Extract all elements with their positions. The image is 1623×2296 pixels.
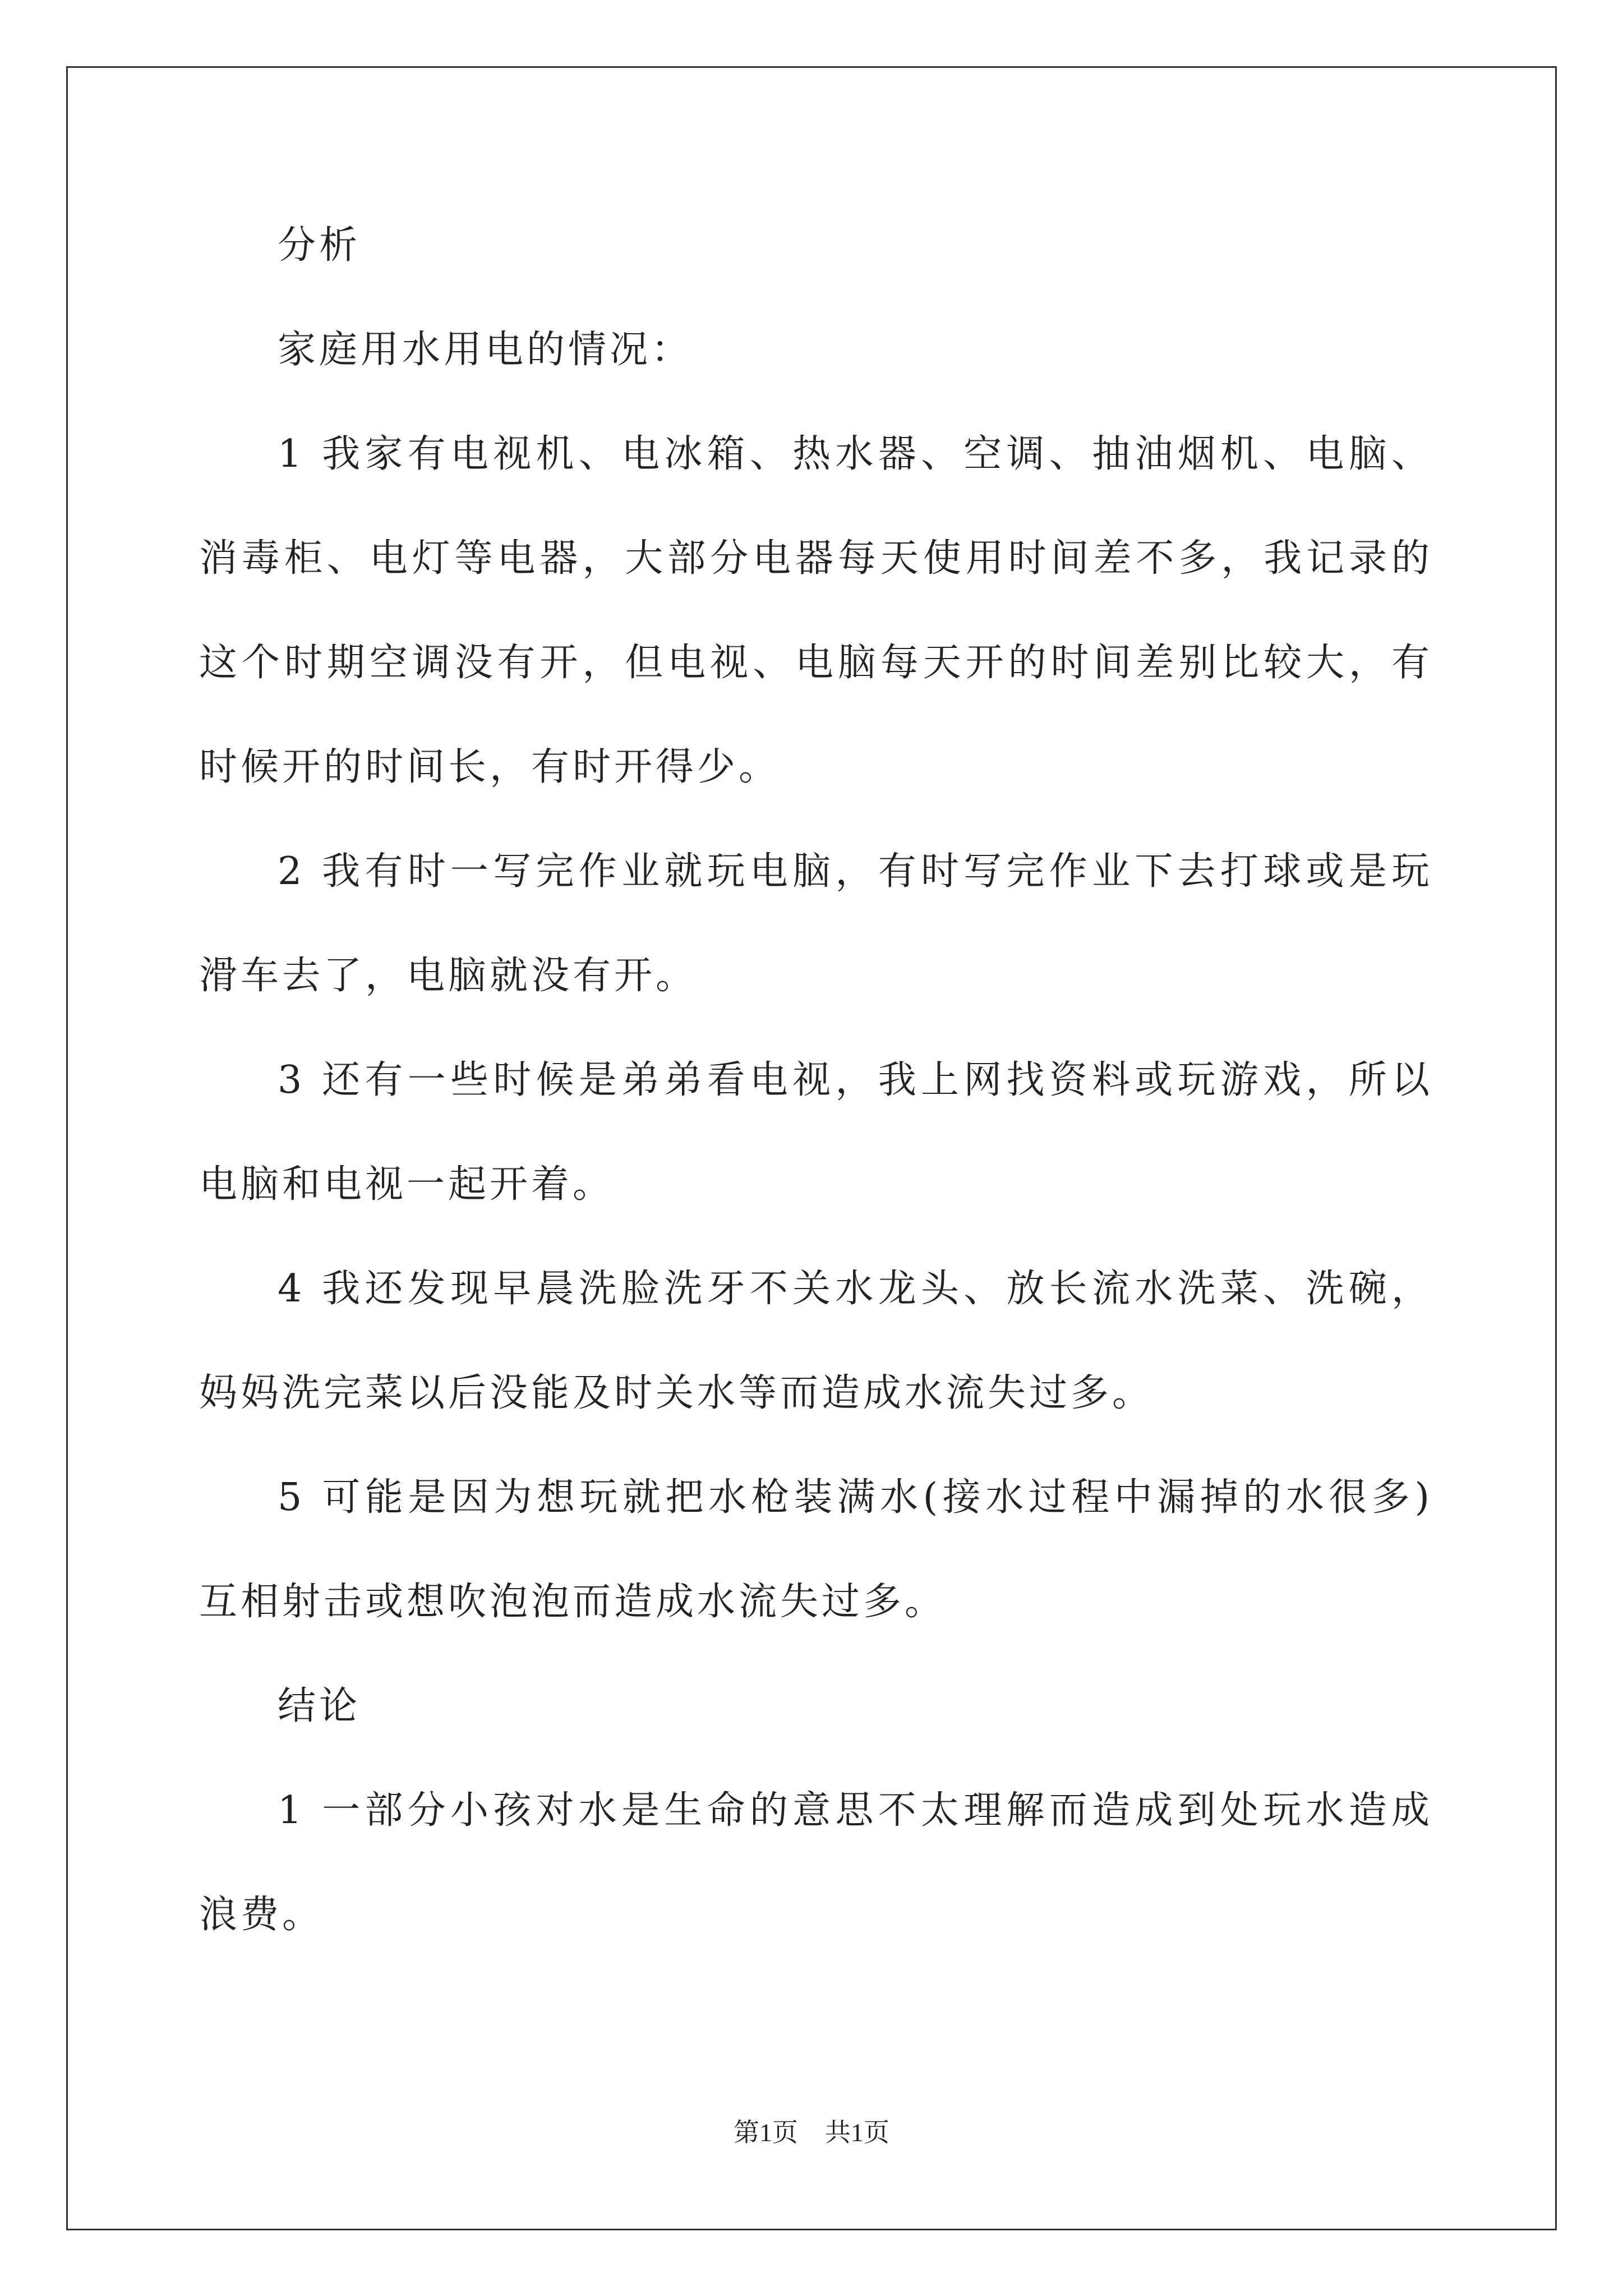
paragraph-item-5: 5 可能是因为想玩就把水枪装满水(接水过程中漏掉的水很多)互相射击或想吹泡泡而造成水流失过多。 xyxy=(199,1475,1433,1624)
paragraph-item-1: 1 我家有电视机、电冰箱、热水器、空调、抽油烟机、电脑、消毒柜、电灯等电器，大部分电器每天使用时间差不多，我记录的这个时期空调没有开，但电视、电脑每天开的时间差别比较大，有时候开的时间长，有时开得少。 xyxy=(199,432,1433,789)
conclusion-item-1: 1 一部分小孩对水是生命的意思不太理解而造成到处玩水造成浪费。 xyxy=(199,1788,1433,1937)
subheading-household-usage: 家庭用水用电的情况： xyxy=(278,328,693,372)
paragraph-item-2: 2 我有时一写完作业就玩电脑，有时写完作业下去打球或是玩滑车去了，电脑就没有开。 xyxy=(199,849,1433,998)
document-body xyxy=(199,194,1433,1967)
section-heading-conclusion: 结论 xyxy=(278,1684,361,1728)
page-footer xyxy=(0,2116,1623,2150)
section-heading-analysis: 分析 xyxy=(278,223,361,268)
paragraph-item-3: 3 还有一些时候是弟弟看电视，我上网找资料或玩游戏，所以电脑和电视一起开着。 xyxy=(199,1058,1433,1207)
paragraph-item-4: 4 我还发现早晨洗脸洗牙不关水龙头、放长流水洗菜、洗碗，妈妈洗完菜以后没能及时关水等而造成水流失过多。 xyxy=(199,1267,1433,1415)
page-number: 第1页 xyxy=(734,2118,798,2147)
page-total: 共1页 xyxy=(825,2118,889,2147)
